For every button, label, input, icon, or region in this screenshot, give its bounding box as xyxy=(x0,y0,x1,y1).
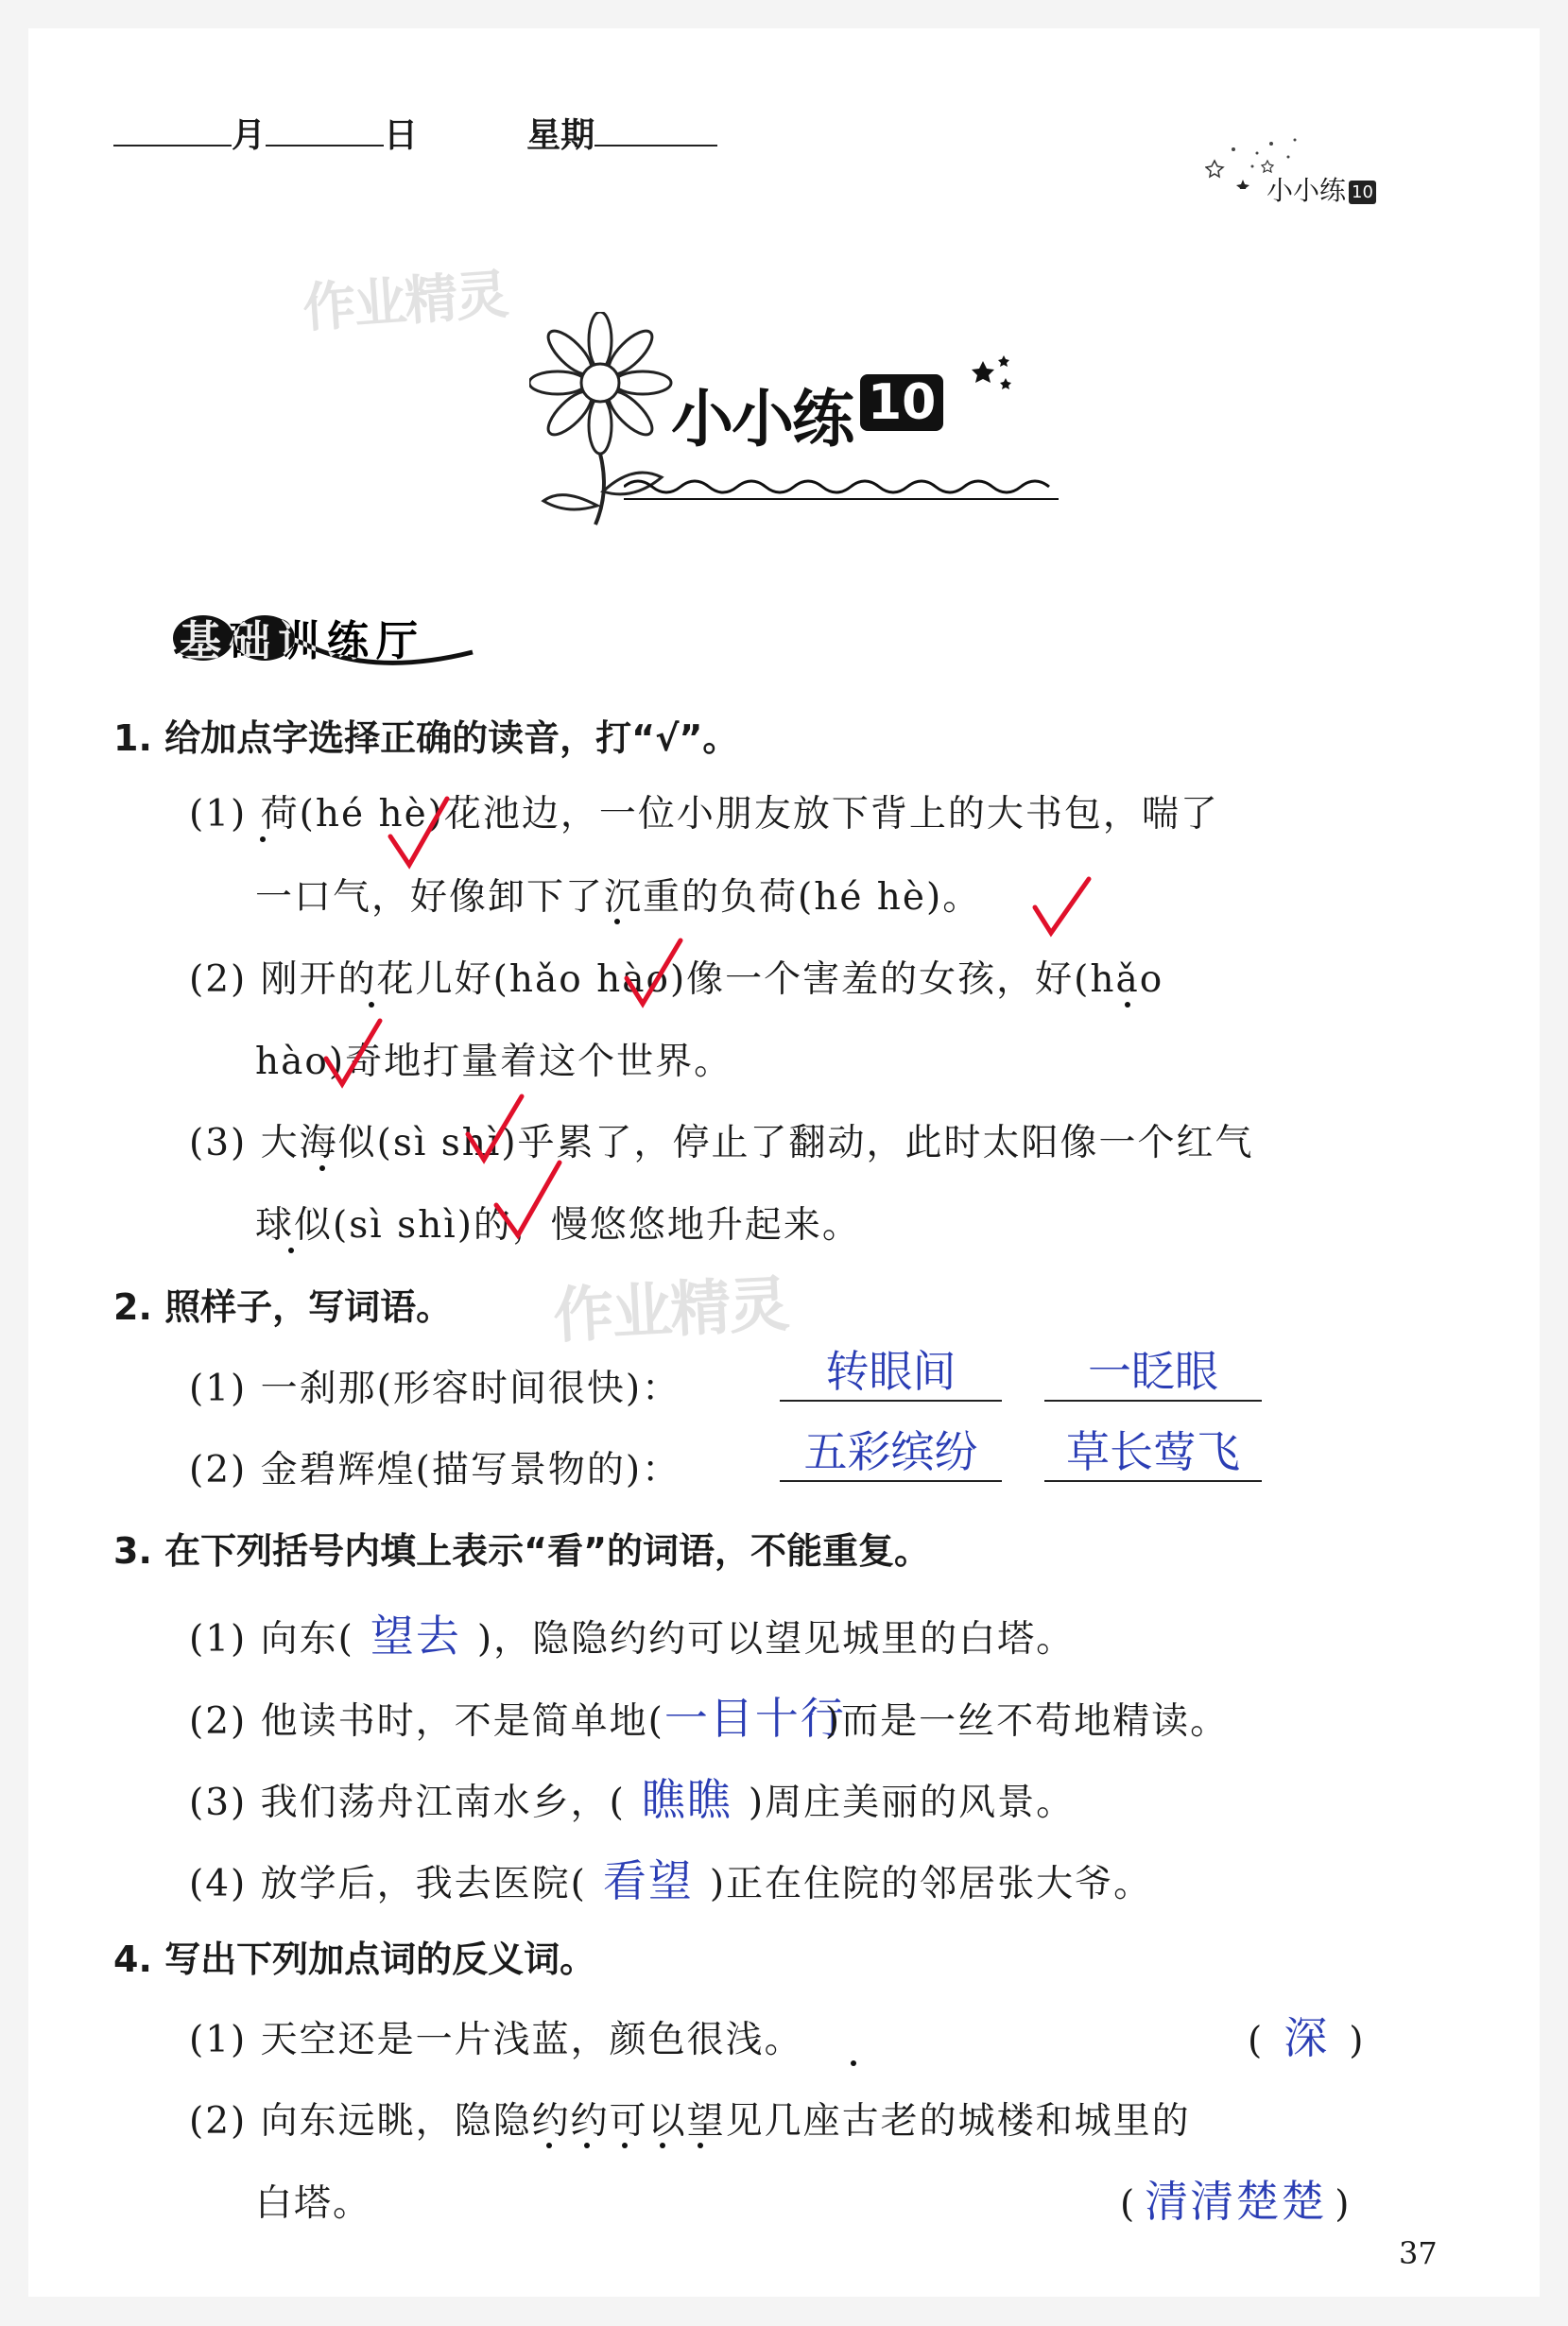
page-title xyxy=(671,369,943,458)
q2-prompt: 2. 照样子，写词语。 xyxy=(113,1286,453,1328)
month-label: 月 xyxy=(232,116,267,155)
q4-item-1: (1) 天空还是一片浅蓝，颜色很浅。 xyxy=(189,2019,803,2061)
month-blank xyxy=(113,116,232,146)
q4-paren-open: ( xyxy=(1248,2020,1265,2062)
day-blank xyxy=(266,116,384,146)
check-mark-icon xyxy=(463,1092,529,1167)
q3-item-2 xyxy=(189,1684,1229,1747)
emphasis-dot xyxy=(1125,1002,1130,1008)
q3-item-4-post: )正在住院的邻居张大爷。 xyxy=(709,1863,1153,1905)
day-label: 日 xyxy=(384,116,419,155)
page-number: 37 xyxy=(1399,2235,1438,2271)
check-mark-icon xyxy=(491,1158,567,1243)
emphasis-dot xyxy=(260,836,266,842)
q1-line-4: hào)奇地打量着这个世界。 xyxy=(255,1041,733,1083)
q1-line-5: (3) 大海似(sì shì)乎累了，停止了翻动，此时太阳像一个红气 xyxy=(189,1122,1254,1164)
check-mark-icon xyxy=(1030,874,1096,940)
q1-prompt: 1. 给加点字选择正确的读音，打“√”。 xyxy=(113,717,739,759)
emphasis-dot xyxy=(584,2143,590,2148)
q3-item-3-post: )周庄美丽的风景。 xyxy=(748,1782,1076,1824)
weekday-label: 星期 xyxy=(526,116,595,155)
q3-item-4-pre: (4) 放学后，我去医院( xyxy=(189,1863,587,1905)
page-title-text: 小小练 xyxy=(671,383,853,456)
watermark-top: 作业精灵 xyxy=(301,264,509,340)
q3-item-2-pre: (2) 他读书时，不是简单地( xyxy=(189,1700,664,1743)
q4-answer-1-wrap xyxy=(1248,2004,1365,2066)
emphasis-dot xyxy=(614,919,620,924)
q3-answer-1: 望去 xyxy=(370,1611,461,1662)
q4-answer-1: 深 xyxy=(1284,2012,1330,2063)
emphasis-dot xyxy=(288,1248,294,1253)
q4-item-2b: 白塔。 xyxy=(255,2182,372,2225)
corner-title xyxy=(1266,170,1376,208)
q2-answer-2a: 五彩缤纷 xyxy=(780,1418,1002,1482)
q2-answer-1a: 转眼间 xyxy=(780,1337,1002,1402)
q3-answer-4: 看望 xyxy=(602,1855,694,1906)
worksheet-page xyxy=(28,28,1540,2297)
q4-prompt: 4. 写出下列加点词的反义词。 xyxy=(113,1938,596,1980)
emphasis-dot xyxy=(622,2143,628,2148)
q3-answer-3: 瞧瞧 xyxy=(641,1774,732,1825)
emphasis-dot xyxy=(851,2060,856,2066)
q4-paren-close: ) xyxy=(1349,2020,1366,2062)
emphasis-dot xyxy=(369,1002,374,1008)
corner-title-number: 10 xyxy=(1349,181,1376,204)
title-wave-underline xyxy=(624,473,1059,505)
q3-item-1-post: )，隐隐约约可以望见城里的白塔。 xyxy=(476,1618,1076,1661)
q3-prompt: 3. 在下列括号内填上表示“看”的词语，不能重复。 xyxy=(113,1530,931,1572)
q4-paren-close: ) xyxy=(1335,2183,1352,2226)
check-mark-icon xyxy=(321,1016,388,1092)
date-line xyxy=(113,109,717,157)
q2-item-2: (2) 金碧辉煌(描写景物的)： xyxy=(189,1449,681,1491)
q4-paren-open: ( xyxy=(1120,2183,1137,2226)
emphasis-dot xyxy=(319,1165,325,1171)
emphasis-dot xyxy=(698,2143,703,2148)
q3-item-1 xyxy=(189,1602,1075,1664)
q1-line-2: 一口气，好像卸下了沉重的负荷(hé hè)。 xyxy=(255,876,982,919)
q2-item-1: (1) 一刹那(形容时间很快)： xyxy=(189,1368,681,1410)
q3-item-1-pre: (1) 向东( xyxy=(189,1618,354,1661)
corner-title-text: 小小练 xyxy=(1266,175,1347,206)
q3-item-3 xyxy=(189,1766,1075,1828)
title-stars-icon xyxy=(964,350,1021,401)
q2-answer-1b: 一眨眼 xyxy=(1044,1337,1262,1402)
page-title-number: 10 xyxy=(860,374,943,431)
emphasis-dot xyxy=(546,2143,552,2148)
q3-item-2-post: )而是一丝不苟地精读。 xyxy=(824,1700,1230,1743)
check-mark-icon xyxy=(622,936,688,1011)
q1-line-1: (1) 荷(hé hè)花池边，一位小朋友放下背上的大书包，喘了 xyxy=(189,793,1219,836)
q3-answer-2: 一目十行 xyxy=(663,1693,846,1744)
q1-line-3: (2) 刚开的花儿好(hǎo hào)像一个害羞的女孩，好(hǎo xyxy=(189,958,1164,1001)
check-mark-icon xyxy=(386,794,452,870)
q4-answer-2: 清清楚楚 xyxy=(1145,2176,1327,2227)
weekday-blank xyxy=(594,116,717,146)
watermark-middle: 作业精灵 xyxy=(551,1269,790,1353)
emphasis-dot xyxy=(660,2143,665,2148)
q2-answer-2b: 草长莺飞 xyxy=(1044,1418,1262,1482)
q1-line-6: 球似(sì shì)的，慢悠悠地升起来。 xyxy=(255,1204,861,1247)
q4-answer-2-wrap xyxy=(1120,2167,1351,2230)
q3-item-3-pre: (3) 我们荡舟江南水乡，( xyxy=(189,1782,626,1824)
q4-item-2a: (2) 向东远眺，隐隐约约可以望见几座古老的城楼和城里的 xyxy=(189,2100,1191,2143)
section-label: 基础训练厅 xyxy=(180,617,425,665)
q3-item-4 xyxy=(189,1847,1152,1909)
